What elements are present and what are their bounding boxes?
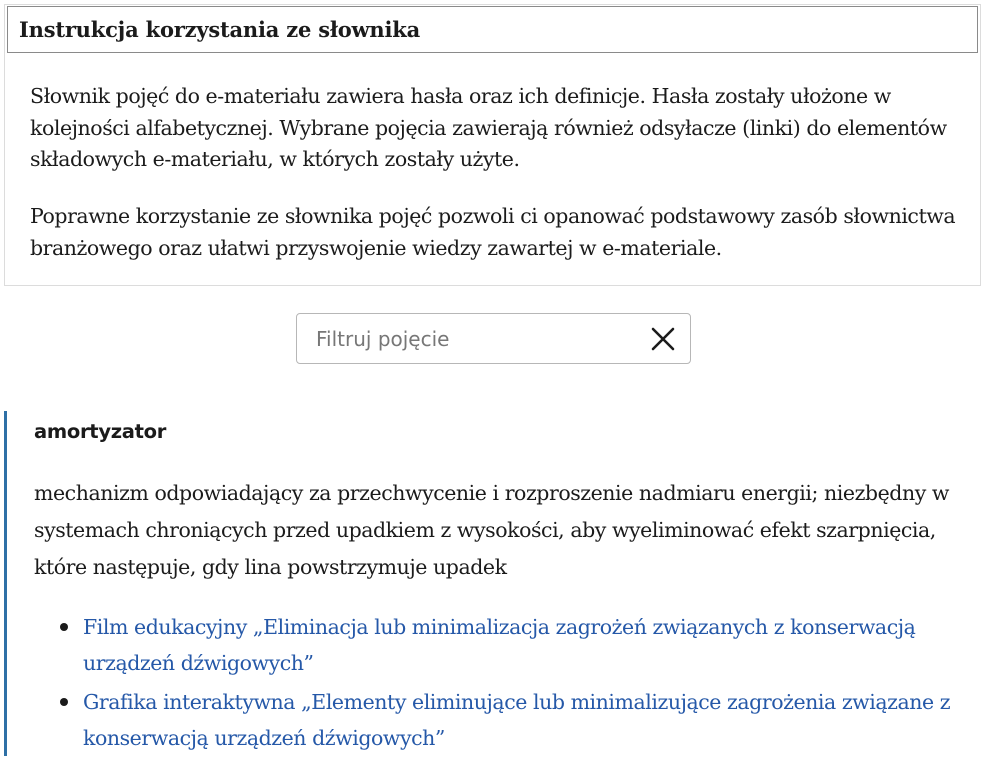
glossary-entry: [4, 411, 964, 756]
related-link-film[interactable]: Film edukacyjny „Eliminacja lub minimalizacja zagrożeń związanych z konserwacją urządzeń dźwigowych”: [83, 615, 916, 675]
related-link-graphic[interactable]: Grafika interaktywna „Elementy eliminujące lub minimalizujące zagrożenia związane z konserwacją urządzeń dźwigowych”: [83, 690, 951, 750]
glossary-term: amortyzator: [34, 420, 167, 443]
related-links-list: [34, 609, 959, 759]
filter-input[interactable]: [298, 315, 656, 362]
filter-box: [296, 313, 691, 364]
list-item: [34, 609, 959, 681]
list-item: [34, 684, 959, 756]
instructions-paragraph-2: Poprawne korzystanie ze słownika pojęć pozwoli ci opanować podstawowy zasób słownictwa branżowego oraz ułatwi przyswojenie wiedzy zawartej w e-materiale.: [30, 204, 956, 260]
bullet-icon: [60, 623, 68, 631]
bullet-icon: [60, 698, 68, 706]
close-icon[interactable]: [650, 326, 676, 352]
dictionary-instructions-panel: [4, 4, 981, 286]
glossary-definition: mechanizm odpowiadający za przechwycenie i rozproszenie nadmiaru energii; niezbędny w systemach chroniących przed upadkiem z wysokości, aby wyeliminować efekt szarpnięcia, które następuje, gdy lina powstrzymuje upadek: [34, 481, 949, 579]
instructions-paragraph-1: Słownik pojęć do e-materiału zawiera hasła oraz ich definicje. Hasła zostały ułożone w kolejności alfabetycznej. Wybrane pojęcia zawierają również odsyłacze (linki) do elementów składowych e-materiału, w których zostały użyte.: [30, 84, 947, 171]
instructions-title: Instrukcja korzystania ze słownika: [7, 6, 978, 53]
